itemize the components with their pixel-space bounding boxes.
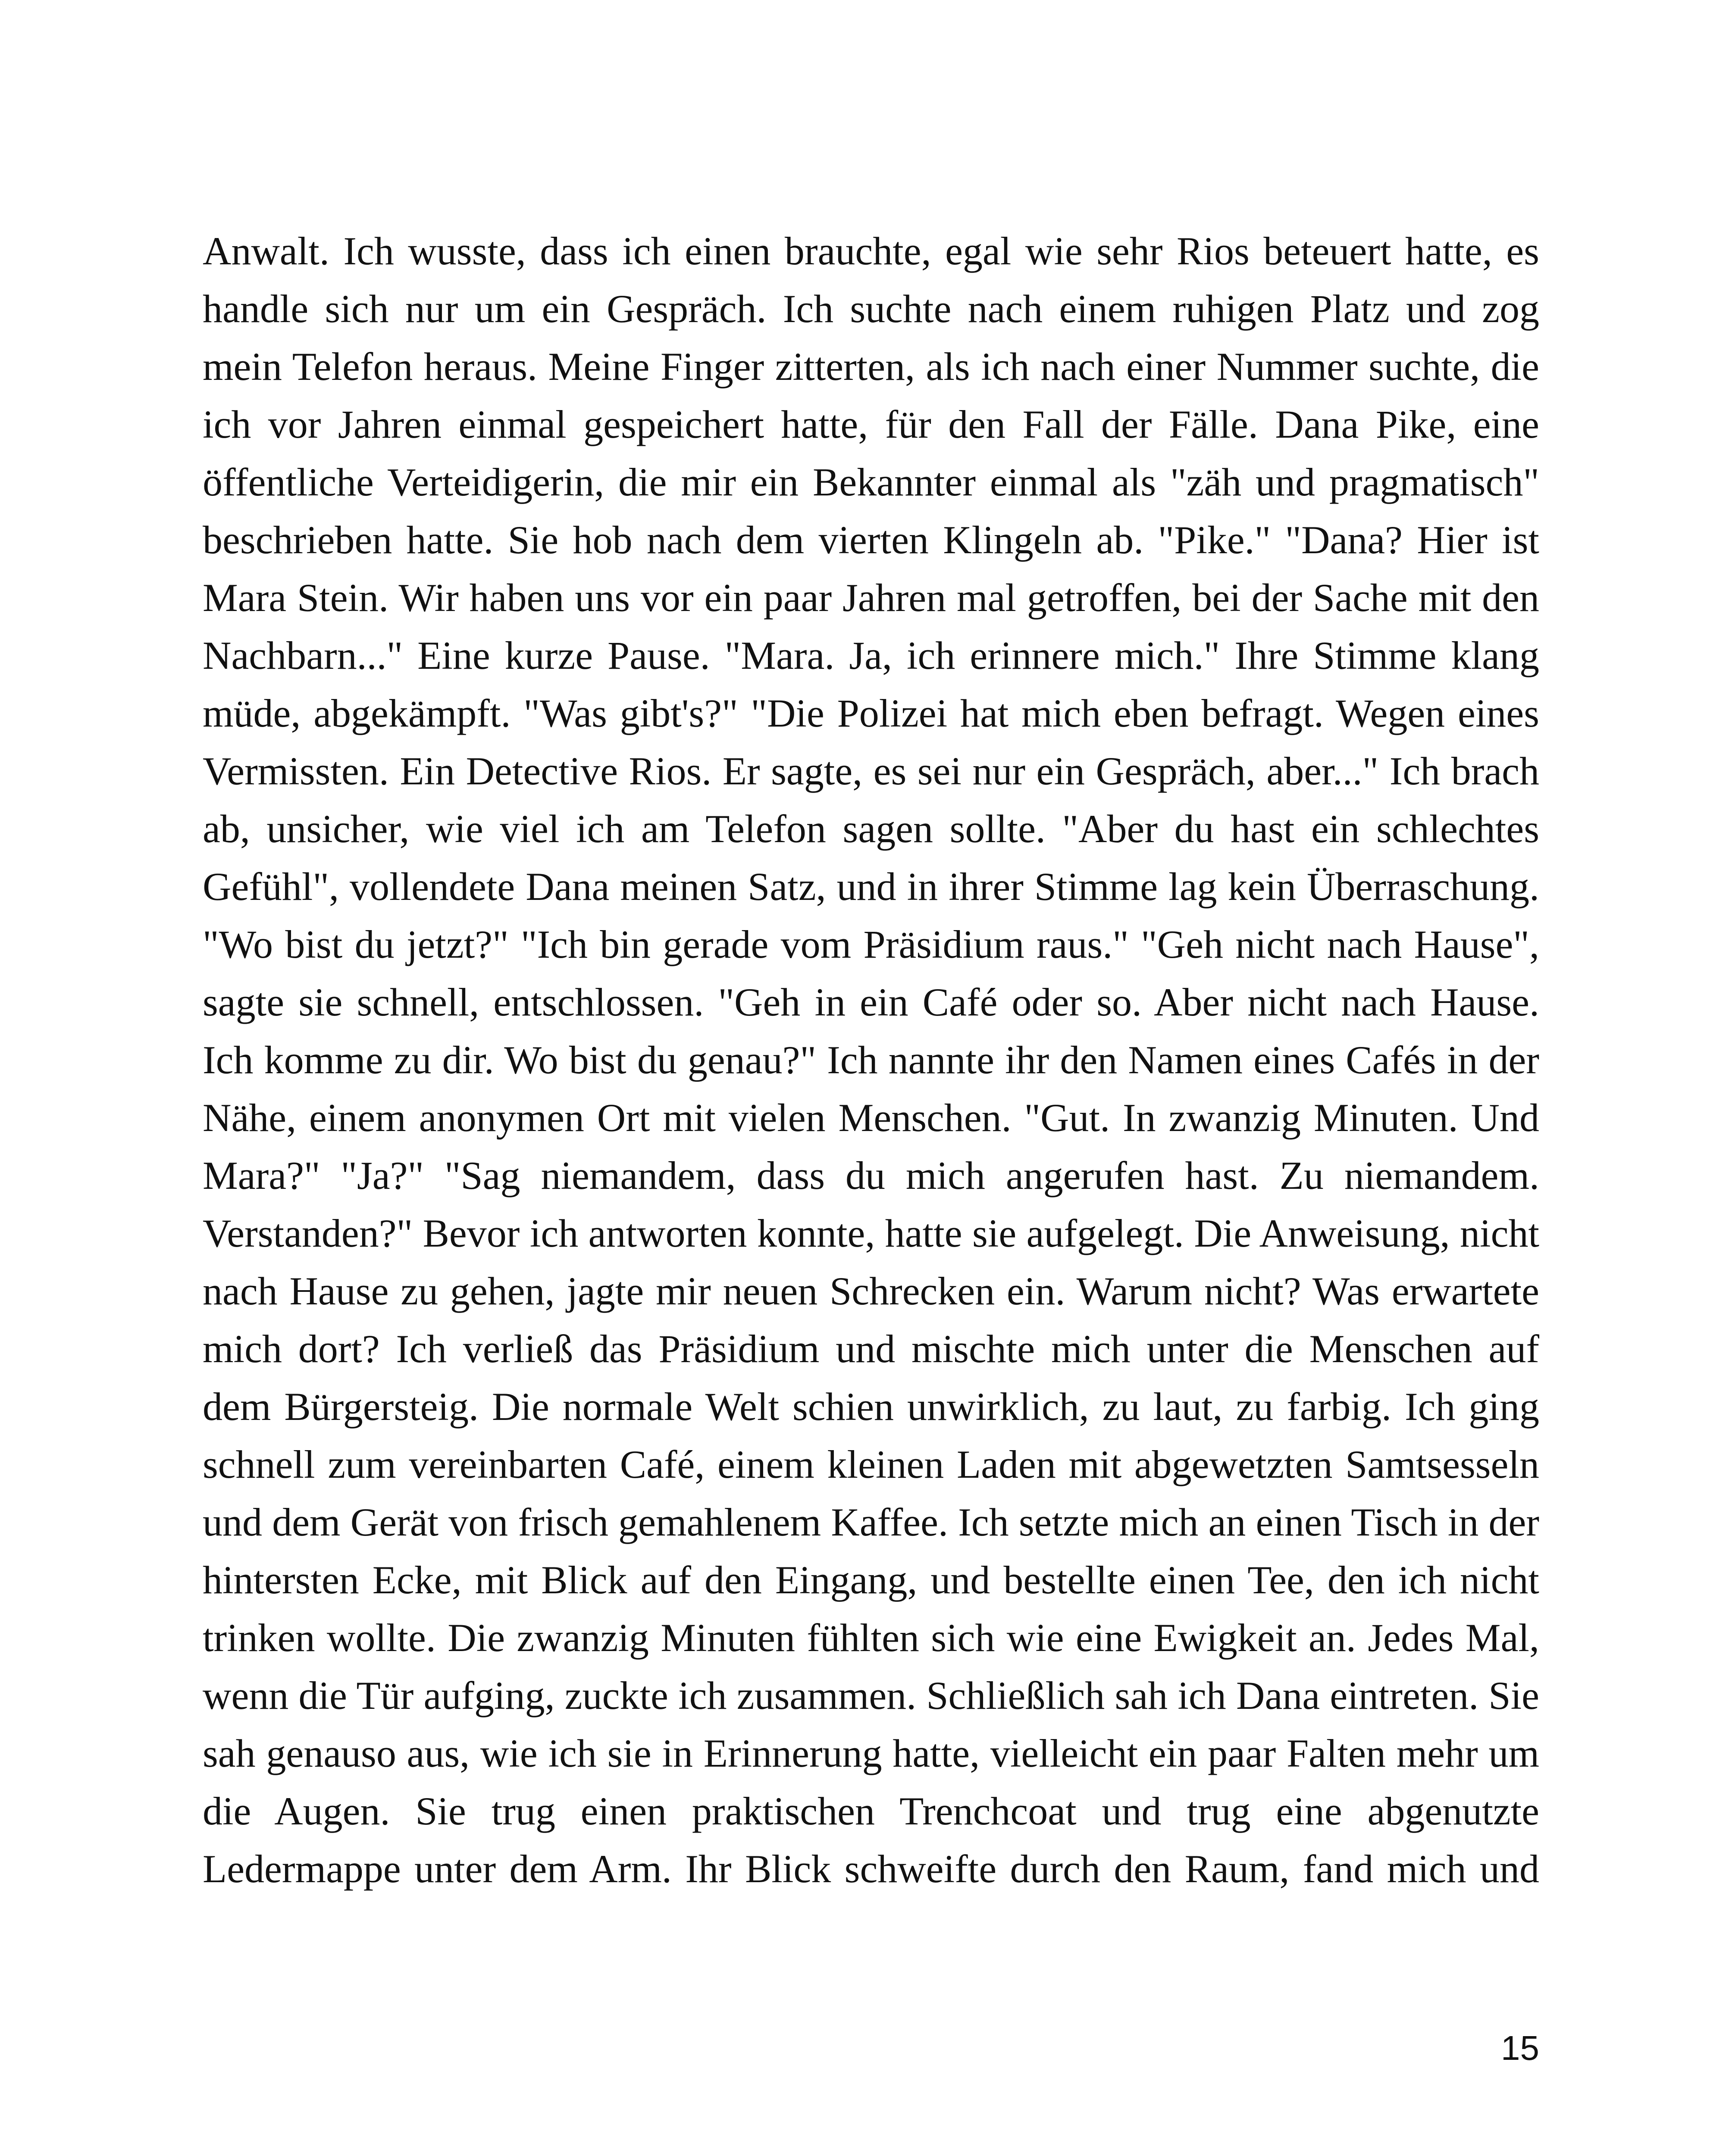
body-paragraph: Anwalt. Ich wusste, dass ich einen brauchte, egal wie sehr Rios beteuert hatte, es handle sich nur um ein Gespräch. Ich suchte nach einem ruhigen Platz und zog mein Telefon heraus. Meine Finger zitterten, als ich nach einer Nummer suchte, die ich vor Jahren einmal gespeichert hatte, für den Fall der Fälle. Dana Pike, eine öffentliche Verteidigerin, die mir ein Bekannter einmal als "zäh und pragmatisch" beschrieben hatte. Sie hob nach dem vierten Klingeln ab. "Pike." "Dana? Hier ist Mara Stein. Wir haben uns vor ein paar Jahren mal getroffen, bei der Sache mit den Nachbarn..." Eine kurze Pause. "Mara. Ja, ich erinnere mich." Ihre Stimme klang müde, abgekämpft. "Was gibt's?" "Die Polizei hat mich eben befragt. Wegen eines Vermissten. Ein Detective Rios. Er sagte, es sei nur ein Gespräch, aber..." Ich brach ab, unsicher, wie viel ich am Telefon sagen sollte. "Aber du hast ein schlechtes Gefühl", vollendete Dana meinen Satz, und in ihrer Stimme lag kein Überraschung. "Wo bist du jetzt?" "Ich bin gerade vom Präsidium raus." "Geh nicht nach Hause", sagte sie schnell, entschlossen. "Geh in ein Café oder so. Aber nicht nach Hause. Ich komme zu dir. Wo bist du genau?" Ich nannte ihr den Namen eines Cafés in der Nähe, einem anonymen Ort mit vielen Menschen. "Gut. In zwanzig Minuten. Und Mara?" "Ja?" "Sag niemandem, dass du mich angerufen hast. Zu niemandem. Verstanden?" Bevor ich antworten konnte, hatte sie aufgelegt. Die Anweisung, nicht nach Hause zu gehen, jagte mir neuen Schrecken ein. Warum nicht? Was erwartete mich dort? Ich verließ das Präsidium und mischte mich unter die Menschen auf dem Bürgersteig. Die normale Welt schien unwirklich, zu laut, zu farbig. Ich ging schnell zum vereinbarten Café, einem kleinen Laden mit abgewetzten Samtsesseln und dem Gerät von frisch gemahlenem Kaffee. Ich setzte mich an einen Tisch in der hintersten Ecke, mit Blick auf den Eingang, und bestellte einen Tee, den ich nicht trinken wollte. Die zwanzig Minuten fühlten sich wie eine Ewigkeit an. Jedes Mal, wenn die Tür aufging, zuckte ich zusammen. Schließlich sah ich Dana eintreten. Sie sah genauso aus, wie ich sie in Erinnerung hatte, vielleicht ein paar Falten mehr um die Augen. Sie trug einen praktischen Trenchcoat und trug eine abgenutzte Ledermappe unter dem Arm. Ihr Blick schweifte durch den Raum, fand mich und [203, 229, 1539, 1891]
page-number: 15 [1501, 2029, 1539, 2067]
